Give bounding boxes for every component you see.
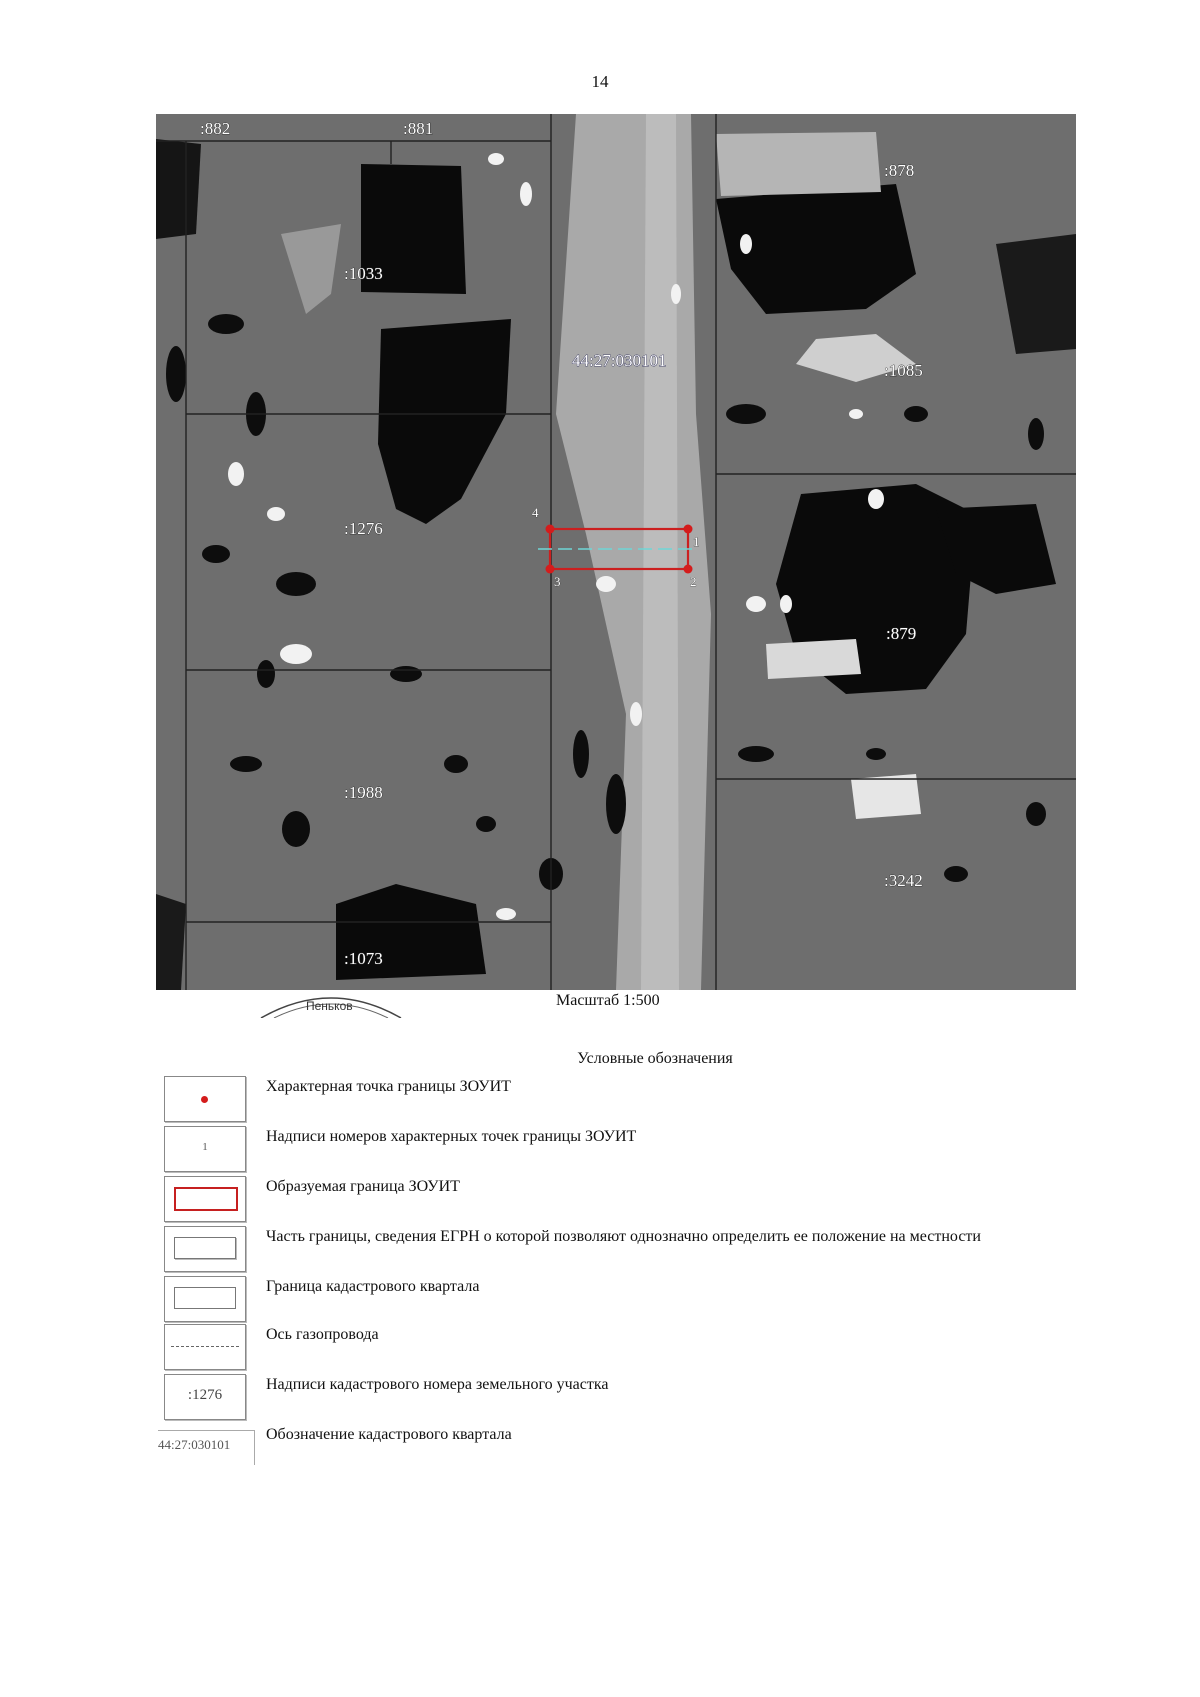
stamp-text: Пеньков: [306, 999, 353, 1013]
legend-text: Часть границы, сведения ЕГРН о которой позволяют однозначно определить ее положение на местности: [266, 1228, 981, 1245]
quarter-label: 44:27:030101: [572, 351, 667, 370]
legend-title: Условные обозначения: [577, 1050, 733, 1067]
parcel-label: :1988: [344, 783, 383, 802]
legend-symbol: [164, 1076, 246, 1122]
legend-text: Граница кадастрового квартала: [266, 1278, 480, 1295]
cadastral-map: [156, 114, 1076, 990]
parcel-label: :1276: [344, 519, 383, 538]
parcel-label: :1033: [344, 264, 383, 283]
legend-symbol: [164, 1324, 246, 1370]
legend-text: Характерная точка границы ЗОУИТ: [266, 1078, 511, 1095]
road-center: [641, 114, 679, 990]
building-dark: [156, 894, 186, 990]
point-label-3: 3: [554, 574, 561, 589]
point-label-4: 4: [532, 505, 539, 520]
legend-symbol: [164, 1374, 246, 1420]
boundary-point-4: [546, 525, 555, 534]
parcel-label: :881: [403, 119, 434, 138]
red-rect-icon: [174, 1187, 238, 1211]
legend-symbol: [164, 1126, 246, 1172]
roof-light: [716, 132, 881, 196]
red-dot-icon: [201, 1096, 208, 1103]
point-label-1: 1: [693, 534, 700, 549]
legend-symbol: [164, 1226, 246, 1272]
stamp: [256, 988, 406, 1018]
parcel-label: :879: [886, 624, 917, 643]
parcel-label: :3242: [884, 871, 923, 890]
legend-text: Обозначение кадастрового квартала: [266, 1426, 512, 1443]
scale-label: Масштаб 1:500: [556, 992, 660, 1009]
point-label-2: 2: [690, 574, 697, 589]
gray-rect-icon: [174, 1237, 236, 1259]
boundary-point-1: [684, 525, 693, 534]
boundary-point-2: [684, 565, 693, 574]
legend-sample: :1276: [187, 1387, 223, 1403]
legend-symbol: [164, 1176, 246, 1222]
roof-light: [851, 774, 921, 819]
legend-text: Ось газопровода: [266, 1326, 379, 1343]
legend-text: Надписи номеров характерных точек границы ЗОУИТ: [266, 1128, 637, 1145]
parcel-label: :1085: [884, 361, 923, 380]
boundary-point-3: [546, 565, 555, 574]
legend-sample: 1: [202, 1141, 208, 1153]
page-number: 14: [591, 72, 609, 91]
parcel-label: :878: [884, 161, 915, 180]
dashed-line-icon: [171, 1346, 239, 1347]
parcel-label: :1073: [344, 949, 383, 968]
roof-light: [766, 639, 861, 679]
legend-symbol: [164, 1276, 246, 1322]
legend-text: Образуемая граница ЗОУИТ: [266, 1178, 460, 1195]
gray-rect-icon: [174, 1287, 236, 1309]
legend-text: Надписи кадастрового номера земельного участка: [266, 1376, 609, 1393]
parcel-label: :882: [200, 119, 231, 138]
legend-sample: 44:27:030101: [158, 1430, 255, 1465]
building-dark: [156, 139, 201, 239]
